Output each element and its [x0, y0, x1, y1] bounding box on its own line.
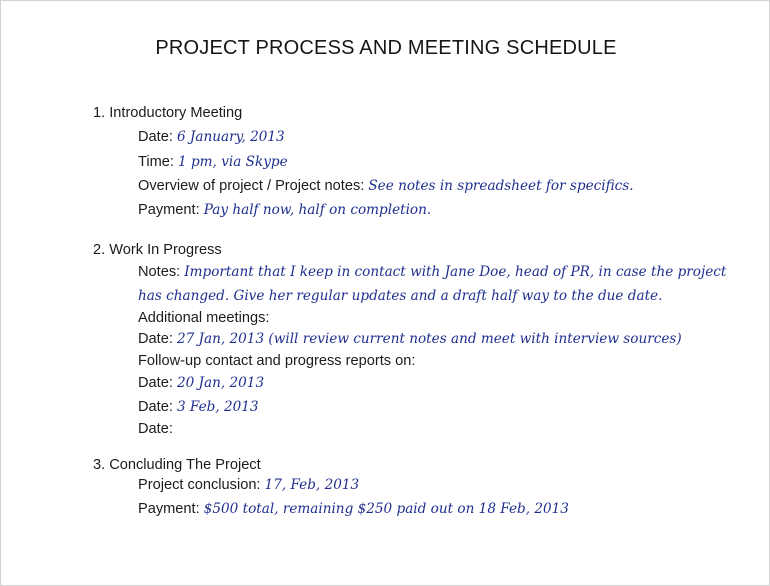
wip-notes-value: Important that I keep in contact with Jane Doe, head of PR, in case the project	[184, 264, 727, 280]
conclusion-date-row	[138, 477, 359, 493]
conclusion-date-value: 17, Feb, 2013	[264, 477, 360, 493]
wip-meeting-date-row	[138, 331, 682, 347]
wip-meeting-date-label: Date:	[138, 331, 177, 347]
section-heading-concluding-the-project: 3. Concluding The Project	[93, 457, 261, 473]
wip-notes-label: Notes:	[138, 264, 185, 280]
wip-followup-date-3-label: Date:	[138, 421, 173, 437]
wip-notes-continued-row	[138, 288, 662, 304]
wip-notes-row	[138, 264, 726, 280]
intro-date-label: Date:	[138, 129, 177, 145]
intro-payment-row	[138, 202, 431, 218]
intro-overview-value: See notes in spreadsheet for specifics.	[368, 178, 634, 194]
intro-overview-row	[138, 178, 634, 194]
intro-payment-value: Pay half now, half on completion.	[203, 202, 432, 218]
wip-followup-date-2-value: 3 Feb, 2013	[176, 399, 259, 415]
intro-time-row	[138, 154, 288, 170]
wip-additional-meetings-row	[138, 310, 269, 326]
intro-date-value: 6 January, 2013	[176, 129, 285, 145]
conclusion-payment-row	[138, 501, 569, 517]
conclusion-payment-value: $500 total, remaining $250 paid out on 18 Feb, 2013	[203, 501, 569, 517]
wip-followup-date-1-label: Date:	[138, 375, 177, 391]
wip-notes-continued-value: has changed. Give her regular updates and a draft half way to the due date.	[138, 288, 663, 304]
page-title: PROJECT PROCESS AND MEETING SCHEDULE	[155, 37, 617, 59]
wip-followup-date-2-label: Date:	[138, 399, 177, 415]
conclusion-date-label: Project conclusion:	[138, 477, 265, 493]
wip-followup-date-1-value: 20 Jan, 2013	[176, 375, 265, 391]
wip-followup-date-3-row	[138, 421, 173, 437]
intro-date-row	[138, 129, 285, 145]
wip-followup-row	[138, 353, 415, 369]
conclusion-payment-label: Payment:	[138, 501, 204, 517]
wip-followup-date-1-row	[138, 375, 264, 391]
section-heading-introductory-meeting: 1. Introductory Meeting	[93, 105, 243, 121]
intro-payment-label: Payment:	[138, 202, 204, 218]
intro-time-value: 1 pm, via Skype	[178, 154, 288, 170]
section-heading-work-in-progress: 2. Work In Progress	[93, 242, 222, 258]
intro-time-label: Time:	[138, 154, 178, 170]
wip-additional-meetings-label: Additional meetings:	[138, 310, 270, 326]
wip-followup-label: Follow-up contact and progress reports on:	[138, 353, 416, 369]
intro-overview-label: Overview of project / Project notes:	[138, 178, 369, 194]
wip-meeting-date-value: 27 Jan, 2013 (will review current notes and meet with interview sources)	[176, 331, 682, 347]
wip-followup-date-2-row	[138, 399, 259, 415]
